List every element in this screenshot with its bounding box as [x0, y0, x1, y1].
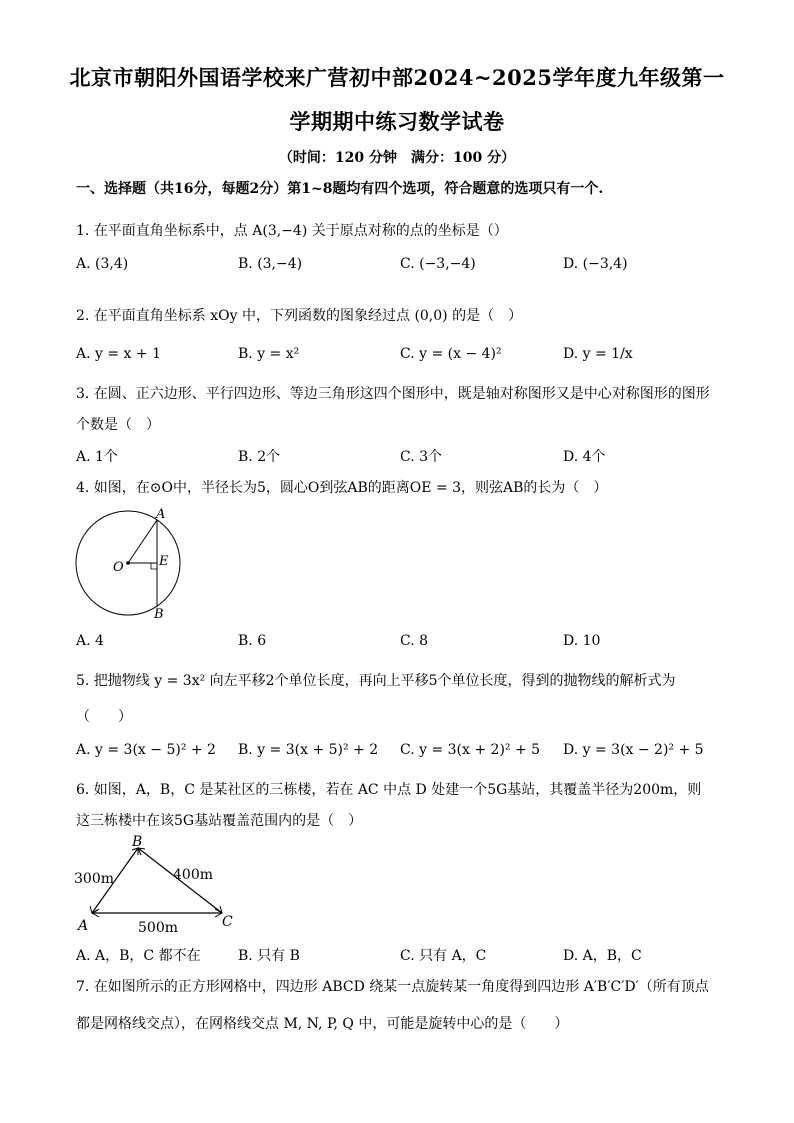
question-4-option-b: B. 6 [238, 633, 267, 649]
question-6-option-d: D. A，B，C [563, 948, 642, 964]
triangle-figure [70, 834, 250, 938]
question-5-stem-line2: （ ） [76, 709, 132, 725]
label-ab-length: 300m [74, 871, 114, 887]
question-7-stem-line2: 都是网格线交点），在网格线交点 M, N, P, Q 中，可能是旋转中心的是（ ） [76, 1016, 569, 1032]
question-2-option-c: C. y = (x − 4)² [400, 346, 502, 362]
label-e: E [159, 554, 169, 569]
circle-figure [70, 504, 200, 624]
question-3-stem-line1: 3. 在圆、正六边形、平行四边形、等边三角形这四个图形中，既是轴对称图形又是中心对称图形的图形 [76, 386, 710, 402]
segment-oa [128, 520, 157, 563]
question-2-stem: 2. 在平面直角坐标系 xOy 中，下列函数的图象经过点 (0,0) 的是（ ） [76, 308, 523, 324]
question-6-option-a: A. A，B，C 都不在 [76, 948, 201, 964]
label-o: O [113, 560, 124, 575]
question-4-option-a: A. 4 [76, 633, 104, 649]
question-7-stem-line1: 7. 在如图所示的正方形网格中，四边形 ABCD 绕某一点旋转某一角度得到四边形 A′B′C′D′（所有顶点 [76, 979, 709, 995]
label-ac-length: 500m [138, 920, 178, 936]
label-bc-length: 400m [173, 867, 213, 883]
question-5-option-b: B. y = 3(x + 5)² + 2 [238, 742, 379, 758]
question-5-option-d: D. y = 3(x − 2)² + 5 [563, 742, 704, 758]
question-6-stem-line1: 6. 如图，A，B，C 是某社区的三栋楼，若在 AC 中点 D 处建一个5G基站，其覆盖半径为200m，则 [76, 782, 702, 798]
question-5-stem-line1: 5. 把抛物线 y = 3x² 向左平移2个单位长度，再向上平移5个单位长度，得到的抛物线的解析式为 [76, 673, 676, 689]
question-1-option-b: B. (3,−4) [238, 256, 303, 272]
label-c: C [222, 914, 233, 930]
label-a: A [156, 507, 166, 522]
question-6-option-b: B. 只有 B [238, 948, 300, 964]
label-b: B [132, 834, 143, 850]
question-6-option-c: C. 只有 A，C [400, 948, 487, 964]
question-4-stem: 4. 如图，在⊙O中，半径长为5，圆心O到弦AB的距离OE = 3，则弦AB的长为（ ） [76, 480, 608, 496]
question-4-option-d: D. 10 [563, 633, 601, 649]
question-4-option-c: C. 8 [400, 633, 429, 649]
question-3-option-a: A. 1个 [76, 449, 118, 465]
question-3-stem-line2: 个数是（ ） [76, 417, 160, 433]
question-3-option-c: C. 3个 [400, 449, 443, 465]
exam-title-line1: 北京市朝阳外国语学校来广营初中部2024~2025学年度九年级第一 [69, 65, 725, 90]
label-b: B [154, 607, 164, 622]
exam-title-line2: 学期期中练习数学试卷 [289, 109, 505, 134]
question-2-option-b: B. y = x² [238, 346, 300, 362]
center-dot [126, 561, 130, 565]
question-2-option-d: D. y = 1/x [563, 346, 633, 362]
right-angle-mark [151, 563, 157, 569]
question-2-option-a: A. y = x + 1 [76, 346, 161, 362]
question-1-stem: 1. 在平面直角坐标系中，点 A(3,−4) 关于原点对称的点的坐标是（） [76, 223, 508, 239]
question-1-option-d: D. (−3,4) [563, 256, 628, 272]
question-1-option-a: A. (3,4) [76, 256, 129, 272]
question-5-option-a: A. y = 3(x − 5)² + 2 [76, 742, 216, 758]
question-3-option-b: B. 2个 [238, 449, 281, 465]
question-1-option-c: C. (−3,−4) [400, 256, 476, 272]
label-a: A [78, 918, 89, 934]
exam-info: （时间：120 分钟 满分：100 分） [278, 150, 516, 166]
question-6-stem-line2: 这三栋楼中在该5G基站覆盖范围内的是（ ） [76, 813, 363, 829]
question-3-option-d: D. 4个 [563, 449, 606, 465]
question-5-option-c: C. y = 3(x + 2)² + 5 [400, 742, 541, 758]
section-heading: 一、选择题（共16分，每题2分）第1~8题均有四个选项，符合题意的选项只有一个. [76, 181, 604, 197]
